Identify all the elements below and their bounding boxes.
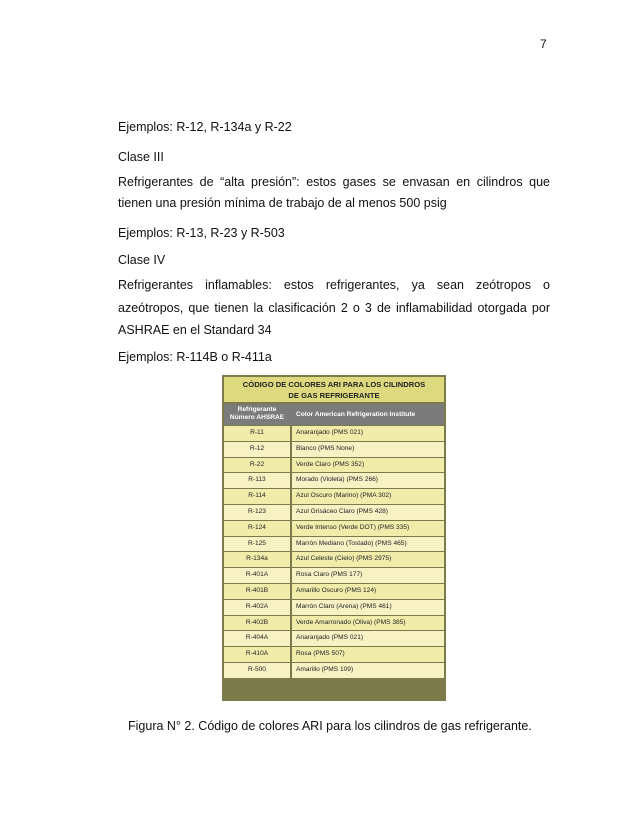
- color-cell: Amarillo (PMS 109): [292, 663, 444, 678]
- table-row: [224, 552, 444, 567]
- refrigerant-cell: R-134a: [224, 552, 290, 567]
- table-row: [224, 473, 444, 488]
- refrigerant-cell: R-11: [224, 426, 290, 441]
- refrigerant-cell: R-124: [224, 521, 290, 536]
- color-cell: Verde Intenso (Verde DOT) (PMS 335): [292, 521, 444, 536]
- table-row: [224, 489, 444, 504]
- table-row: [224, 631, 444, 646]
- refrigerant-cell: R-500: [224, 663, 290, 678]
- table-row: [224, 647, 444, 662]
- refrigerant-cell: R-401A: [224, 568, 290, 583]
- table-row: [224, 537, 444, 552]
- table-row: [224, 442, 444, 457]
- color-cell: Anaranjado (PMS 021): [292, 631, 444, 646]
- paragraph-clase-iv-line2: azeótropos, que tienen la clasificación 2 o 3 de inflamabilidad otorgada por: [118, 301, 550, 315]
- table-row: [224, 584, 444, 599]
- header-refrigerant: [224, 406, 290, 422]
- table-row: [224, 663, 444, 678]
- ari-color-code-figure: [222, 375, 446, 701]
- paragraph-examples-class-iv: Ejemplos: R-114B o R-411a: [118, 350, 272, 364]
- heading-clase-iii: Clase III: [118, 150, 164, 164]
- figure-caption: Figura N° 2. Código de colores ARI para los cilindros de gas refrigerante.: [128, 719, 532, 733]
- color-cell: Azul Grisáceo Claro (PMS 428): [292, 505, 444, 520]
- refrigerant-cell: R-402A: [224, 600, 290, 615]
- figure-title-line2: DE GAS REFRIGERANTE: [288, 391, 380, 400]
- paragraph-examples-class-ii: Ejemplos: R-12, R-134a y R-22: [118, 120, 292, 134]
- table-row: [224, 505, 444, 520]
- heading-clase-iv: Clase IV: [118, 253, 166, 267]
- refrigerant-cell: R-114: [224, 489, 290, 504]
- page-number: 7: [540, 37, 547, 51]
- table-row: [224, 521, 444, 536]
- refrigerant-cell: R-123: [224, 505, 290, 520]
- figure-table-body: [224, 426, 444, 679]
- color-cell: Marrón Claro (Arena) (PMS 461): [292, 600, 444, 615]
- header-color: Color American Refrigeration Institute: [296, 411, 416, 418]
- color-cell: Rosa (PMS 507): [292, 647, 444, 662]
- refrigerant-cell: R-402B: [224, 616, 290, 631]
- color-cell: Verde Amarronado (Oliva) (PMS 385): [292, 616, 444, 631]
- figure-title: [224, 377, 444, 402]
- header-refrigerant-line2: Número AHSRAE: [229, 414, 285, 421]
- refrigerant-cell: R-401B: [224, 584, 290, 599]
- color-cell: Marrón Mediano (Tostado) (PMS 465): [292, 537, 444, 552]
- figure-title-line1: CÓDIGO DE COLORES ARI PARA LOS CILINDROS: [242, 380, 426, 389]
- color-cell: Azul Oscuro (Marino) (PMA 302): [292, 489, 444, 504]
- color-cell: Rosa Claro (PMS 177): [292, 568, 444, 583]
- figure-table-header: [224, 404, 444, 425]
- color-cell: Verde Claro (PMS 352): [292, 458, 444, 473]
- color-cell: Amarillo Oscuro (PMS 124): [292, 584, 444, 599]
- color-cell: Blanco (PMS None): [292, 442, 444, 457]
- paragraph-clase-iv-line1: Refrigerantes inflamables: estos refrigerantes, ya sean zeótropos o: [118, 278, 550, 292]
- color-cell: Anaranjado (PMS 021): [292, 426, 444, 441]
- table-row: [224, 600, 444, 615]
- color-cell: Morado (Violeta) (PMS 266): [292, 473, 444, 488]
- refrigerant-cell: R-12: [224, 442, 290, 457]
- refrigerant-cell: R-113: [224, 473, 290, 488]
- table-row: [224, 616, 444, 631]
- color-cell: Azul Celeste (Cielo) (PMS 2975): [292, 552, 444, 567]
- paragraph-clase-iii-line2: tienen una presión mínima de trabajo de al menos 500 psig: [118, 196, 447, 210]
- paragraph-examples-class-iii: Ejemplos: R-13, R-23 y R-503: [118, 226, 285, 240]
- table-row: [224, 568, 444, 583]
- paragraph-clase-iii-line1: Refrigerantes de “alta presión”: estos gases se envasan en cilindros que: [118, 175, 550, 189]
- table-row: [224, 426, 444, 441]
- refrigerant-cell: R-22: [224, 458, 290, 473]
- refrigerant-cell: R-404A: [224, 631, 290, 646]
- header-refrigerant-line1: Refrigerante: [237, 406, 277, 413]
- table-row: [224, 458, 444, 473]
- refrigerant-cell: R-125: [224, 537, 290, 552]
- refrigerant-cell: R-410A: [224, 647, 290, 662]
- paragraph-clase-iv-line3: ASHRAE en el Standard 34: [118, 323, 272, 337]
